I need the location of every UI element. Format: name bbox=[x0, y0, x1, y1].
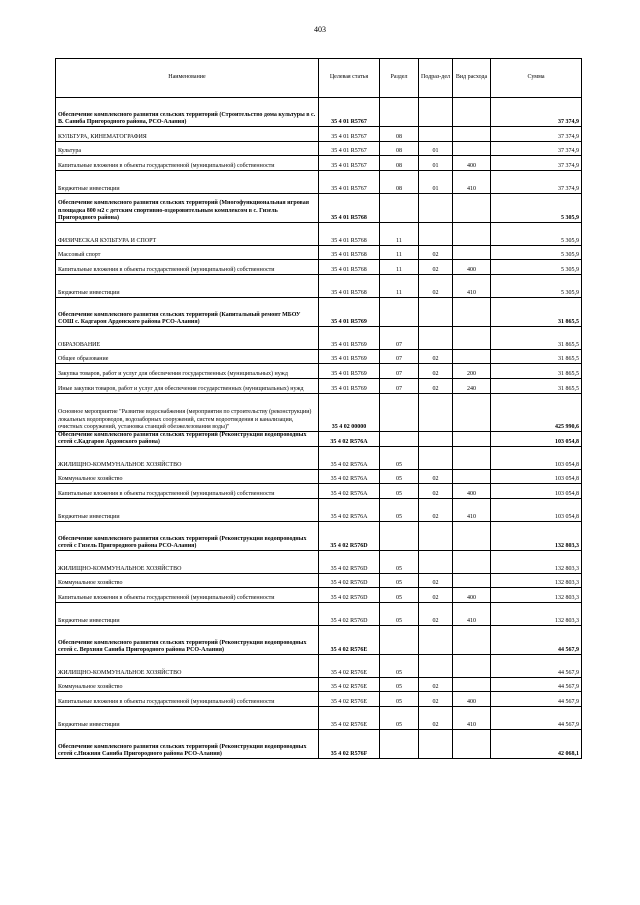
row-sum: 37 374,9 bbox=[491, 127, 582, 142]
row-name: КУЛЬТУРА, КИНЕМАТОГРАФИЯ bbox=[56, 127, 319, 142]
row-name: Бюджетные инвестиции bbox=[56, 603, 319, 626]
row-subsection bbox=[419, 730, 453, 759]
row-kind bbox=[453, 626, 491, 655]
row-name: ОБРАЗОВАНИЕ bbox=[56, 327, 319, 350]
row-kind: 400 bbox=[453, 260, 491, 275]
row-sum: 44 567,9 bbox=[491, 626, 582, 655]
row-section: 08 bbox=[380, 127, 419, 142]
row-subsection: 02 bbox=[419, 499, 453, 522]
row-section: 05 bbox=[380, 484, 419, 499]
row-subsection bbox=[419, 327, 453, 350]
table-row bbox=[56, 327, 582, 350]
row-name: Капитальные вложения в объекты государственной (муниципальной) собственности bbox=[56, 692, 319, 707]
row-section bbox=[380, 626, 419, 655]
table-row bbox=[56, 470, 582, 484]
row-target: 35 4 01 R5769 bbox=[319, 350, 380, 364]
row-sum: 31 865,5 bbox=[491, 327, 582, 350]
row-target: 35 4 02 R576A bbox=[319, 470, 380, 484]
row-target: 35 4 02 R576E bbox=[319, 655, 380, 678]
row-section: 05 bbox=[380, 603, 419, 626]
row-kind: 400 bbox=[453, 588, 491, 603]
row-section: 05 bbox=[380, 499, 419, 522]
row-sum: 37 374,9 bbox=[491, 156, 582, 171]
table-row bbox=[56, 707, 582, 730]
row-target: 35 4 01 R5767 bbox=[319, 98, 380, 127]
row-subsection: 02 bbox=[419, 246, 453, 260]
row-name: Капитальные вложения в объекты государственной (муниципальной) собственности bbox=[56, 260, 319, 275]
row-sum: 31 865,5 bbox=[491, 298, 582, 327]
row-target: 35 4 02 R576E bbox=[319, 692, 380, 707]
row-name: Культура bbox=[56, 142, 319, 156]
table-row bbox=[56, 626, 582, 655]
row-section: 07 bbox=[380, 364, 419, 379]
row-section: 07 bbox=[380, 327, 419, 350]
row-kind: 410 bbox=[453, 499, 491, 522]
row-sum: 103 054,8 bbox=[491, 484, 582, 499]
row-name: Обеспечение комплексного развития сельских территорий (Реконструкция водопроводных сетей с Гизель Пригородного района РСО-Алания) bbox=[56, 522, 319, 551]
table-row bbox=[56, 574, 582, 588]
table-row bbox=[56, 484, 582, 499]
row-section: 11 bbox=[380, 275, 419, 298]
row-subsection bbox=[419, 432, 453, 447]
row-subsection bbox=[419, 394, 453, 432]
row-target: 35 4 01 R5767 bbox=[319, 171, 380, 194]
row-name: Обеспечение комплексного развития сельских территорий (Реконструкция водопроводных сетей с. Верхняя Саниба Пригородного района РСО-Алания) bbox=[56, 626, 319, 655]
row-subsection: 02 bbox=[419, 678, 453, 692]
row-subsection: 02 bbox=[419, 588, 453, 603]
row-target: 35 4 02 R576E bbox=[319, 678, 380, 692]
table-row bbox=[56, 447, 582, 470]
table-row bbox=[56, 194, 582, 223]
row-name: ФИЗИЧЕСКАЯ КУЛЬТУРА И СПОРТ bbox=[56, 223, 319, 246]
row-sum: 37 374,9 bbox=[491, 142, 582, 156]
table-row bbox=[56, 432, 582, 447]
row-sum: 132 803,3 bbox=[491, 588, 582, 603]
row-subsection bbox=[419, 626, 453, 655]
row-section: 05 bbox=[380, 447, 419, 470]
row-target: 35 4 01 R5769 bbox=[319, 298, 380, 327]
row-name: Капитальные вложения в объекты государственной (муниципальной) собственности bbox=[56, 156, 319, 171]
row-kind bbox=[453, 142, 491, 156]
row-sum: 44 567,9 bbox=[491, 678, 582, 692]
row-name: Обеспечение комплексного развития сельских территорий (Реконструкция водопроводных сетей с.Кадгарон Ардонского района) bbox=[56, 432, 319, 447]
row-name: ЖИЛИЩНО-КОММУНАЛЬНОЕ ХОЗЯЙСТВО bbox=[56, 551, 319, 574]
row-kind bbox=[453, 551, 491, 574]
table-row bbox=[56, 98, 582, 127]
row-subsection: 02 bbox=[419, 350, 453, 364]
row-subsection bbox=[419, 98, 453, 127]
row-kind bbox=[453, 470, 491, 484]
table-row bbox=[56, 730, 582, 759]
table-row bbox=[56, 364, 582, 379]
row-name: Обеспечение комплексного развития сельских территорий (Капитальный ремонт МБОУ СОШ с. Кадгарон Ардонского района РСО-Алания) bbox=[56, 298, 319, 327]
row-target: 35 4 01 R5768 bbox=[319, 260, 380, 275]
row-kind bbox=[453, 447, 491, 470]
row-kind bbox=[453, 678, 491, 692]
row-sum: 5 305,9 bbox=[491, 246, 582, 260]
row-section bbox=[380, 522, 419, 551]
row-name: Обеспечение комплексного развития сельских территорий (Многофункциональная игровая площадка 800 м2 с детским спортивно-оздоровительным комплексом в с. Гизель Пригородного района) bbox=[56, 194, 319, 223]
row-section bbox=[380, 394, 419, 432]
row-subsection: 02 bbox=[419, 603, 453, 626]
row-section: 05 bbox=[380, 655, 419, 678]
row-section: 11 bbox=[380, 223, 419, 246]
table-row bbox=[56, 522, 582, 551]
row-target: 35 4 02 R576A bbox=[319, 447, 380, 470]
row-kind: 400 bbox=[453, 484, 491, 499]
row-section: 07 bbox=[380, 350, 419, 364]
row-section: 08 bbox=[380, 171, 419, 194]
row-sum: 31 865,5 bbox=[491, 379, 582, 394]
row-subsection: 01 bbox=[419, 142, 453, 156]
row-sum: 5 305,9 bbox=[491, 260, 582, 275]
row-kind bbox=[453, 432, 491, 447]
row-subsection bbox=[419, 127, 453, 142]
row-sum: 425 990,6 bbox=[491, 394, 582, 432]
row-section bbox=[380, 432, 419, 447]
row-subsection bbox=[419, 551, 453, 574]
table-row bbox=[56, 350, 582, 364]
budget-table bbox=[55, 58, 582, 759]
header-section: Раздел bbox=[380, 59, 419, 98]
row-name: ЖИЛИЩНО-КОММУНАЛЬНОЕ ХОЗЯЙСТВО bbox=[56, 447, 319, 470]
table-row bbox=[56, 298, 582, 327]
row-kind bbox=[453, 98, 491, 127]
table-row bbox=[56, 655, 582, 678]
row-name: Бюджетные инвестиции bbox=[56, 499, 319, 522]
row-target: 35 4 01 R5769 bbox=[319, 364, 380, 379]
table-row bbox=[56, 678, 582, 692]
table-row bbox=[56, 499, 582, 522]
row-sum: 42 068,1 bbox=[491, 730, 582, 759]
row-section bbox=[380, 98, 419, 127]
row-kind bbox=[453, 298, 491, 327]
row-target: 35 4 02 R576D bbox=[319, 522, 380, 551]
row-subsection: 02 bbox=[419, 574, 453, 588]
row-section bbox=[380, 298, 419, 327]
row-section: 05 bbox=[380, 692, 419, 707]
row-name: Иные закупки товаров, работ и услуг для обеспечения государственных (муниципальных) нужд bbox=[56, 379, 319, 394]
row-kind bbox=[453, 246, 491, 260]
row-target: 35 4 01 R5767 bbox=[319, 156, 380, 171]
table-row bbox=[56, 275, 582, 298]
header-target: Целевая статья bbox=[319, 59, 380, 98]
row-subsection: 02 bbox=[419, 364, 453, 379]
row-name: Капитальные вложения в объекты государственной (муниципальной) собственности bbox=[56, 484, 319, 499]
row-target: 35 4 02 R576E bbox=[319, 626, 380, 655]
table-row bbox=[56, 379, 582, 394]
row-name: Закупка товаров, работ и услуг для обеспечения государственных (муниципальных) нужд bbox=[56, 364, 319, 379]
row-name: Общее образование bbox=[56, 350, 319, 364]
row-name: ЖИЛИЩНО-КОММУНАЛЬНОЕ ХОЗЯЙСТВО bbox=[56, 655, 319, 678]
row-section: 11 bbox=[380, 246, 419, 260]
row-sum: 37 374,9 bbox=[491, 171, 582, 194]
row-kind: 240 bbox=[453, 379, 491, 394]
row-subsection: 02 bbox=[419, 470, 453, 484]
row-sum: 103 054,8 bbox=[491, 470, 582, 484]
row-subsection: 02 bbox=[419, 260, 453, 275]
row-target: 35 4 02 00000 bbox=[319, 394, 380, 432]
row-subsection: 01 bbox=[419, 171, 453, 194]
row-section: 08 bbox=[380, 142, 419, 156]
row-sum: 103 054,8 bbox=[491, 432, 582, 447]
row-kind bbox=[453, 522, 491, 551]
row-kind: 410 bbox=[453, 707, 491, 730]
row-sum: 132 803,3 bbox=[491, 574, 582, 588]
row-subsection: 02 bbox=[419, 484, 453, 499]
row-target: 35 4 02 R576E bbox=[319, 707, 380, 730]
row-name: Капитальные вложения в объекты государственной (муниципальной) собственности bbox=[56, 588, 319, 603]
table-header-row bbox=[56, 59, 582, 98]
row-target: 35 4 01 R5768 bbox=[319, 275, 380, 298]
row-target: 35 4 01 R5769 bbox=[319, 379, 380, 394]
row-kind bbox=[453, 730, 491, 759]
header-name: Наименование bbox=[56, 59, 319, 98]
row-kind bbox=[453, 394, 491, 432]
row-sum: 132 803,3 bbox=[491, 603, 582, 626]
row-target: 35 4 01 R5769 bbox=[319, 327, 380, 350]
table-row bbox=[56, 171, 582, 194]
row-section: 05 bbox=[380, 574, 419, 588]
row-subsection bbox=[419, 655, 453, 678]
row-kind: 400 bbox=[453, 692, 491, 707]
row-kind: 410 bbox=[453, 603, 491, 626]
row-subsection: 02 bbox=[419, 275, 453, 298]
row-subsection: 02 bbox=[419, 692, 453, 707]
table-row bbox=[56, 603, 582, 626]
row-kind bbox=[453, 223, 491, 246]
table-row bbox=[56, 692, 582, 707]
row-sum: 44 567,9 bbox=[491, 692, 582, 707]
table-row bbox=[56, 246, 582, 260]
row-kind: 400 bbox=[453, 156, 491, 171]
table-row bbox=[56, 142, 582, 156]
row-subsection: 02 bbox=[419, 707, 453, 730]
row-sum: 132 803,3 bbox=[491, 551, 582, 574]
row-kind: 410 bbox=[453, 275, 491, 298]
row-section: 05 bbox=[380, 588, 419, 603]
row-section: 08 bbox=[380, 156, 419, 171]
row-kind bbox=[453, 327, 491, 350]
page-number: 403 bbox=[314, 25, 326, 34]
row-kind bbox=[453, 574, 491, 588]
row-target: 35 4 02 R576D bbox=[319, 551, 380, 574]
row-kind bbox=[453, 655, 491, 678]
row-subsection bbox=[419, 194, 453, 223]
table-row bbox=[56, 551, 582, 574]
table-body bbox=[56, 98, 582, 759]
header-sum: Сумма bbox=[491, 59, 582, 98]
row-name: Обеспечение комплексного развития сельских территорий (Строительство дома культуры в с. В. Саниба Пригородного района, РСО-Алания) bbox=[56, 98, 319, 127]
row-name: Коммунальное хозяйство bbox=[56, 470, 319, 484]
row-name: Бюджетные инвестиции bbox=[56, 171, 319, 194]
row-target: 35 4 02 R576A bbox=[319, 432, 380, 447]
row-sum: 44 567,9 bbox=[491, 655, 582, 678]
row-sum: 5 305,9 bbox=[491, 275, 582, 298]
row-subsection bbox=[419, 298, 453, 327]
row-section bbox=[380, 730, 419, 759]
row-section bbox=[380, 194, 419, 223]
row-sum: 31 865,5 bbox=[491, 364, 582, 379]
row-kind: 410 bbox=[453, 171, 491, 194]
row-name: Основное мероприятие "Развитие водоснабжения (мероприятия по строительству (реконструкции) локальных водопроводов, водозаборных сооружений, систем водоотведения и канализации, очистных сооружений, установка станций обезжелезования воды)" bbox=[56, 394, 319, 432]
row-sum: 5 305,9 bbox=[491, 194, 582, 223]
row-subsection bbox=[419, 223, 453, 246]
row-section: 07 bbox=[380, 379, 419, 394]
row-target: 35 4 02 R576F bbox=[319, 730, 380, 759]
row-subsection bbox=[419, 522, 453, 551]
row-sum: 103 054,8 bbox=[491, 499, 582, 522]
row-sum: 31 865,5 bbox=[491, 350, 582, 364]
table-row bbox=[56, 223, 582, 246]
row-target: 35 4 02 R576D bbox=[319, 588, 380, 603]
row-target: 35 4 01 R5767 bbox=[319, 127, 380, 142]
row-target: 35 4 02 R576A bbox=[319, 484, 380, 499]
row-target: 35 4 02 R576D bbox=[319, 603, 380, 626]
row-name: Коммунальное хозяйство bbox=[56, 678, 319, 692]
row-target: 35 4 01 R5768 bbox=[319, 194, 380, 223]
row-section: 05 bbox=[380, 678, 419, 692]
row-name: Массовый спорт bbox=[56, 246, 319, 260]
row-sum: 44 567,9 bbox=[491, 707, 582, 730]
row-name: Обеспечение комплексного развития сельских территорий (Реконструкция водопроводных сетей с.Нижняя Саниба Пригородного района РСО-Алания) bbox=[56, 730, 319, 759]
row-sum: 132 803,3 bbox=[491, 522, 582, 551]
table-row bbox=[56, 394, 582, 432]
row-sum: 103 054,8 bbox=[491, 447, 582, 470]
row-subsection: 01 bbox=[419, 156, 453, 171]
row-sum: 5 305,9 bbox=[491, 223, 582, 246]
row-subsection: 02 bbox=[419, 379, 453, 394]
row-section: 05 bbox=[380, 707, 419, 730]
row-kind bbox=[453, 350, 491, 364]
row-sum: 37 374,9 bbox=[491, 98, 582, 127]
header-subsection: Подраз-дел bbox=[419, 59, 453, 98]
row-target: 35 4 02 R576D bbox=[319, 574, 380, 588]
table-row bbox=[56, 588, 582, 603]
row-target: 35 4 01 R5768 bbox=[319, 223, 380, 246]
row-section: 05 bbox=[380, 551, 419, 574]
row-target: 35 4 02 R576A bbox=[319, 499, 380, 522]
row-name: Бюджетные инвестиции bbox=[56, 707, 319, 730]
row-target: 35 4 01 R5767 bbox=[319, 142, 380, 156]
table-row bbox=[56, 127, 582, 142]
row-section: 11 bbox=[380, 260, 419, 275]
header-kind: Вид расхода bbox=[453, 59, 491, 98]
row-kind bbox=[453, 194, 491, 223]
row-subsection bbox=[419, 447, 453, 470]
row-name: Бюджетные инвестиции bbox=[56, 275, 319, 298]
row-name: Коммунальное хозяйство bbox=[56, 574, 319, 588]
row-kind bbox=[453, 127, 491, 142]
table-row bbox=[56, 156, 582, 171]
row-section: 05 bbox=[380, 470, 419, 484]
table-row bbox=[56, 260, 582, 275]
row-target: 35 4 01 R5768 bbox=[319, 246, 380, 260]
row-kind: 200 bbox=[453, 364, 491, 379]
